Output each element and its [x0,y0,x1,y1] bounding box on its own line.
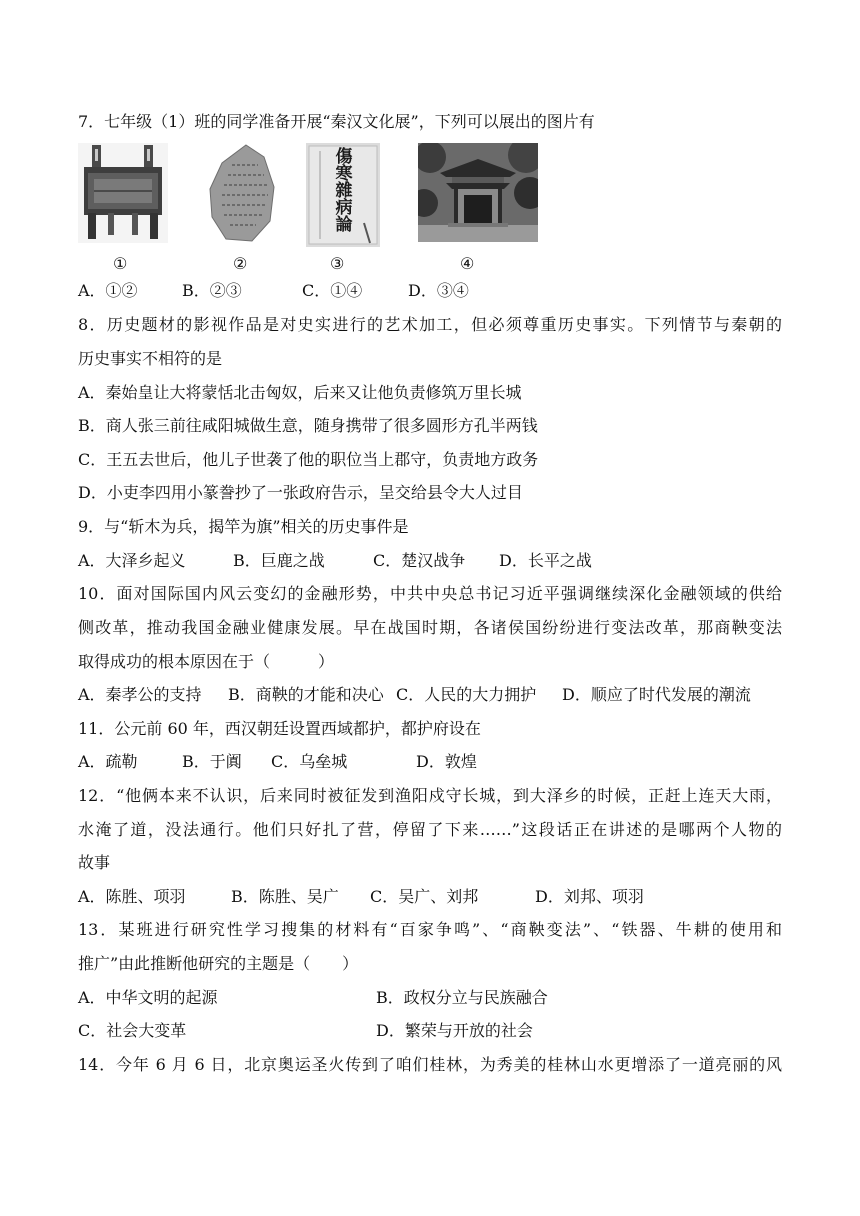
q9-option-c: C．楚汉战争 [373,551,466,570]
image-label-2: ② [233,254,248,273]
book-cover-image [306,143,380,247]
q12-option-b: B．陈胜、吴广 [231,887,339,906]
image-label-4: ④ [460,254,475,273]
q11-option-d: D．敦煌 [416,752,477,771]
q13-option-b: B．政权分立与民族融合 [376,988,548,1007]
book-title-char: 雜 [335,181,353,201]
q13-option-c: C．社会大变革 [78,1021,187,1040]
q10-option-c: C．人民的大力拥护 [396,685,537,704]
q9-option-b: B．巨鹿之战 [233,551,325,570]
q7-option-d: D．③④ [408,281,469,300]
bamboo-slip-fragment-image [206,143,278,243]
q12-stem-line-1: 12．“他俩本来不认识，后来同时被征发到渔阳戍守长城，到大泽乡的时候，正赶上连天大雨， [78,786,782,805]
bronze-ding-image [78,143,168,243]
q8-option-b: B．商人张三前往咸阳城做生意，随身携带了很多圆形方孔半两钱 [78,416,538,435]
temple-pavilion-image [418,143,538,242]
q11-option-b: B．于阗 [182,752,242,771]
q9-option-a: A．大泽乡起义 [78,551,186,570]
book-title-char: 論 [335,215,353,235]
q11-option-c: C．乌垒城 [271,752,348,771]
q9-stem: 9．与“斩木为兵，揭竿为旗”相关的历史事件是 [78,517,409,536]
q7-option-a: A．①② [78,281,138,300]
book-title-char: 傷 [335,147,353,167]
q8-stem-line-2: 历史事实不相符的是 [78,349,223,368]
q8-stem-line-1: 8．历史题材的影视作品是对史实进行的艺术加工，但必须尊重历史事实。下列情节与秦朝的 [78,315,782,334]
q10-option-d: D．顺应了时代发展的潮流 [562,685,751,704]
q13-option-a: A．中华文明的起源 [78,988,218,1007]
image-label-3: ③ [330,254,345,273]
q12-option-c: C．吴广、刘邦 [370,887,479,906]
q8-option-c: C．王五去世后，他儿子世袭了他的职位当上郡守，负责地方政务 [78,450,539,469]
q7-option-b: B．②③ [182,281,242,300]
q11-option-a: A．疏勒 [78,752,138,771]
q7-stem: 7．七年级（1）班的同学准备开展“秦汉文化展”，下列可以展出的图片有 [78,112,595,131]
q13-stem-line-2: 推广”由此推断他研究的主题是（ ） [78,954,359,973]
q13-stem-line-1: 13．某班进行研究性学习搜集的材料有“百家争鸣”、“商鞅变法”、“铁器、牛耕的使用和 [78,920,782,939]
q8-option-a: A．秦始皇让大将蒙恬北击匈奴，后来又让他负责修筑万里长城 [78,383,522,402]
q14-stem-line-1: 14．今年 6 月 6 日，北京奥运圣火传到了咱们桂林，为秀美的桂林山水更增添了一道亮丽的风 [78,1055,782,1074]
q8-option-d: D．小吏李四用小篆誊抄了一张政府告示，呈交给县令大人过目 [78,483,523,502]
book-title-char: 病 [335,198,353,218]
book-title-char: 寒 [335,164,353,184]
q12-stem-line-3: 故事 [78,853,111,872]
q10-stem-line-1: 10．面对国际国内风云变幻的金融形势，中共中央总书记习近平强调继续深化金融领域的供给 [78,584,782,603]
q12-option-d: D．刘邦、项羽 [535,887,644,906]
image-label-1: ① [113,254,128,273]
q9-option-d: D．长平之战 [499,551,592,570]
q11-stem: 11．公元前 60 年，西汉朝廷设置西域都护，都护府设在 [78,719,481,738]
q13-option-d: D．繁荣与开放的社会 [376,1021,533,1040]
q10-stem-line-3: 取得成功的根本原因在于（ ） [78,652,335,671]
q12-option-a: A．陈胜、项羽 [78,887,186,906]
q12-stem-line-2: 水淹了道，没法通行。他们只好扎了营，停留了下来……”这段话正在讲述的是哪两个人物的 [78,820,782,839]
q10-option-a: A．秦孝公的支持 [78,685,202,704]
q7-option-c: C．①④ [302,281,363,300]
q10-option-b: B．商鞅的才能和决心 [228,685,384,704]
q10-stem-line-2: 侧改革，推动我国金融业健康发展。早在战国时期，各诸侯国纷纷进行变法改革，那商鞅变法 [78,618,782,637]
